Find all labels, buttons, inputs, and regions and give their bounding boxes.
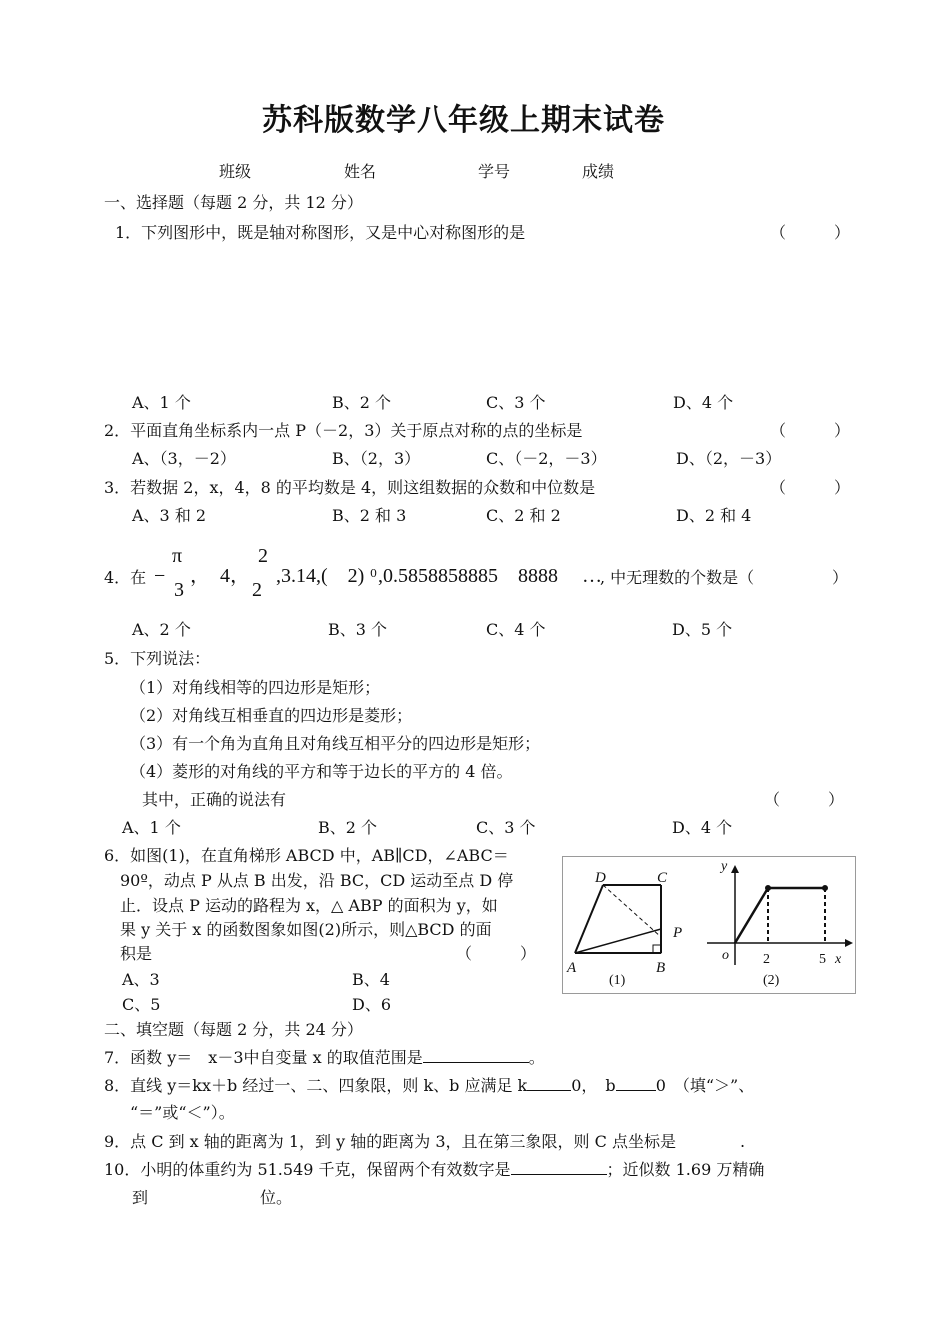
function-line xyxy=(735,888,825,943)
field-student-id: 学号 xyxy=(478,162,511,181)
q4-option-d: D、5 个 xyxy=(672,620,733,639)
q2-option-d: D、（2，－3） xyxy=(676,449,782,468)
label-x: x xyxy=(835,952,842,967)
q5-option-b: B、2 个 xyxy=(318,818,378,837)
field-score: 成绩 xyxy=(582,162,615,181)
q4-comma-four: ， 4， xyxy=(190,565,250,587)
q6-figure-drawing xyxy=(563,857,855,993)
q5-statement-3: （3）有一个角为直角且对角线互相平分的四边形是矩形； xyxy=(130,734,541,753)
caption-fig2: (2) xyxy=(763,973,780,988)
answer-paren-q6: （ ） xyxy=(456,944,537,963)
q5-statement-4: （4）菱形的对角线的平方和等于边长的平方的 4 倍。 xyxy=(130,762,513,781)
right-angle-mark xyxy=(653,945,661,953)
segment-ad xyxy=(575,885,603,953)
answer-paren-q2: （ ） xyxy=(770,421,851,440)
q6-option-d: D、6 xyxy=(352,995,392,1014)
q7-answer-blank[interactable] xyxy=(423,1062,529,1063)
question-4-close-paren: ） xyxy=(832,568,849,587)
q5-option-a: A、1 个 xyxy=(122,818,181,837)
field-name: 姓名 xyxy=(344,162,377,181)
q5-summary: 其中，正确的说法有 xyxy=(142,790,287,809)
question-3-stem: 3．若数据 2，x，4，8 的平均数是 4，则这组数据的众数和中位数是 xyxy=(104,478,596,497)
q7-end: 。 xyxy=(528,1048,545,1067)
q10-text-a: 10．小明的体重约为 51.549 千克，保留两个有效数字是 xyxy=(104,1160,511,1179)
question-10 xyxy=(104,1162,764,1178)
q10-text-b: ；近似数 1.69 万精确 xyxy=(606,1160,765,1179)
label-y: y xyxy=(721,859,728,874)
x-axis-arrow xyxy=(845,939,853,947)
sqrt-numerator: 2 xyxy=(258,545,268,567)
question-2-stem: 2．平面直角坐标系内一点 P（－2，3）关于原点对称的点的坐标是 xyxy=(104,421,583,440)
q6-line-1: 6．如图(1)，在直角梯形 ABCD 中，AB∥CD，∠ABC＝ xyxy=(104,846,509,865)
point-5 xyxy=(823,886,828,891)
answer-paren-q5: （ ） xyxy=(764,790,845,809)
q3-option-a: A、3 和 2 xyxy=(132,506,207,525)
q4-ellipsis: … xyxy=(582,565,602,587)
pi-numerator: π xyxy=(172,545,183,567)
q5-option-c: C、3 个 xyxy=(476,818,536,837)
q6-option-b: B、4 xyxy=(352,970,390,989)
q6-line-3: 止．设点 P 运动的路程为 x，△ ABP 的面积为 y，如 xyxy=(120,896,498,915)
q6-option-c: C、5 xyxy=(122,995,161,1014)
q1-option-b: B、2 个 xyxy=(332,393,392,412)
q8-blank-k[interactable] xyxy=(527,1090,571,1091)
q8-line-2: “＝”或“＜”）。 xyxy=(130,1103,235,1122)
question-4-prefix: 4．在 xyxy=(104,568,147,587)
question-4-suffix: , 中无理数的个数是（ xyxy=(600,568,755,587)
q2-option-c: C、（－2，－3） xyxy=(486,449,607,468)
pi-denominator: 3 xyxy=(174,579,184,601)
section-heading-choice: 一、选择题（每题 2 分，共 12 分） xyxy=(104,193,363,212)
q4-option-a: A、2 个 xyxy=(132,620,191,639)
q3-option-d: D、2 和 4 xyxy=(676,506,752,525)
q4-option-c: C、4 个 xyxy=(486,620,546,639)
section-heading-fill: 二、填空题（每题 2 分，共 24 分） xyxy=(104,1020,363,1039)
label-d: D xyxy=(595,870,606,886)
q4-exponent: 0 xyxy=(370,567,377,580)
q1-option-d: D、4 个 xyxy=(673,393,734,412)
label-b: B xyxy=(656,960,666,976)
q8-text-c: 0 （填“＞”、 xyxy=(655,1076,755,1095)
q6-line-4: 果 y 关于 x 的函数图象如图(2)所示，则△BCD 的面 xyxy=(120,920,492,939)
answer-paren-q1: （ ） xyxy=(770,223,851,242)
q3-option-b: B、2 和 3 xyxy=(332,506,407,525)
answer-paren-q3: （ ） xyxy=(770,478,851,497)
label-c: C xyxy=(657,870,668,886)
q1-option-c: C、3 个 xyxy=(486,393,546,412)
question-5-stem: 5．下列说法： xyxy=(104,649,211,668)
q1-option-a: A、1 个 xyxy=(132,393,191,412)
q6-line-2: 90º，动点 P 从点 B 出发，沿 BC，CD 运动至点 D 停 xyxy=(120,871,514,890)
q2-option-b: B、（2，3） xyxy=(332,449,421,468)
field-class: 班级 xyxy=(219,162,252,181)
trapezoid-figure xyxy=(575,885,661,953)
point-2 xyxy=(766,886,771,891)
q5-option-d: D、4 个 xyxy=(672,818,733,837)
page-title: 苏科版数学八年级上期末试卷 xyxy=(262,103,665,138)
q10-line-2: 到 位。 xyxy=(132,1188,293,1207)
q4-list-rest: ,3.14,( 2) xyxy=(276,565,365,587)
question-9: 9．点 C 到 x 轴的距离为 1，到 y 轴的距离为 3，且在第三象限，则 C 点坐标是 . xyxy=(104,1132,746,1151)
q8-text-a: 8．直线 y＝kx＋b 经过一、二、四象限，则 k、b 应满足 k xyxy=(104,1076,528,1095)
segment-ap xyxy=(575,929,661,953)
q4-decimal: ,0.5858858885 8888 xyxy=(378,565,558,587)
q6-figure xyxy=(562,856,856,994)
q3-option-c: C、2 和 2 xyxy=(486,506,561,525)
q5-statement-1: （1）对角线相等的四边形是矩形； xyxy=(130,678,381,697)
question-7 xyxy=(104,1050,545,1066)
q7-text: 7．函数 y＝ x－3中自变量 x 的取值范围是 xyxy=(104,1048,423,1067)
q2-option-a: A、（3，－2） xyxy=(132,449,236,468)
label-5: 5 xyxy=(819,952,826,967)
minus-sign: − xyxy=(154,565,166,587)
segment-dp-dashed xyxy=(603,885,661,937)
label-a: A xyxy=(567,960,577,976)
label-origin: o xyxy=(722,948,729,963)
caption-fig1: (1) xyxy=(609,973,626,988)
q8-blank-b[interactable] xyxy=(616,1090,656,1091)
q6-option-a: A、3 xyxy=(122,970,160,989)
question-1-stem: 1．下列图形中，既是轴对称图形，又是中心对称图形的是 xyxy=(115,223,526,242)
sqrt-denominator: 2 xyxy=(252,579,262,601)
q5-statement-2: （2）对角线互相垂直的四边形是菱形； xyxy=(130,706,413,725)
q8-text-b: 0， b xyxy=(571,1076,616,1095)
q4-option-b: B、3 个 xyxy=(328,620,388,639)
label-p: P xyxy=(673,925,683,941)
question-8 xyxy=(104,1078,754,1094)
y-axis-arrow xyxy=(731,865,739,873)
q10-answer-blank[interactable] xyxy=(511,1174,607,1175)
label-2: 2 xyxy=(763,952,770,967)
q6-line-5: 积是 xyxy=(120,944,153,963)
